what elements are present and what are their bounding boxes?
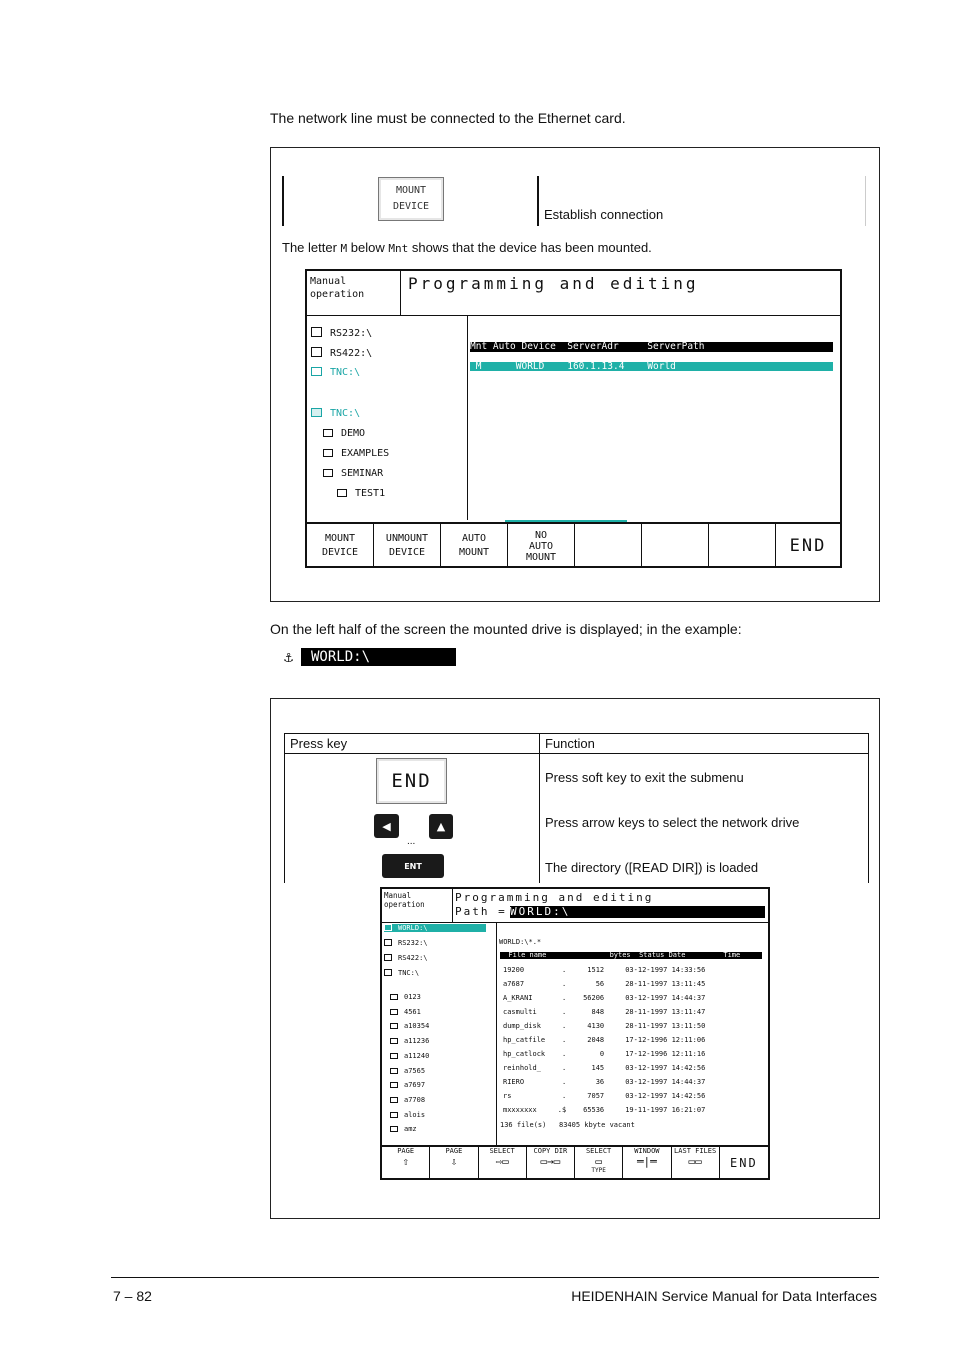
file-row[interactable]: reinhold_ . 145 03-12-1997 14:42:56 (503, 1064, 706, 1072)
arrow-up-key[interactable] (429, 814, 453, 839)
tnc-screen-2 (380, 887, 770, 1180)
file-row[interactable]: casmulti . 848 28-11-1997 13:11:47 (503, 1008, 706, 1016)
note-text: shows that the device has been mounted. (408, 240, 652, 255)
drive-item[interactable] (384, 954, 428, 962)
table-header: Mnt Auto Device ServerAdr ServerPath (470, 342, 833, 352)
function-text: Press soft key to exit the submenu (545, 770, 744, 785)
softkey-label: TYPE (591, 1167, 606, 1174)
mode-line: Manual (384, 891, 412, 900)
softkey-label: SELECT (489, 1147, 515, 1155)
drive-item-rs422[interactable] (311, 347, 372, 359)
softkey-label: MOUNT (395, 185, 427, 196)
filter-label: WORLD:\*.* (499, 938, 542, 946)
table-rule (539, 733, 540, 883)
file-row[interactable]: RIERO . 36 03-12-1997 14:44:37 (503, 1078, 706, 1086)
folder-label: 0123 (404, 993, 421, 1001)
drive-label: TNC:\ (330, 367, 361, 378)
table-row[interactable]: M WORLD 160.1.13.4 World (470, 362, 833, 371)
folder-icon (390, 1053, 398, 1059)
softkey-label: DEVICE (388, 547, 426, 558)
mount-device-softkey[interactable] (378, 177, 444, 221)
softkey-label: COPY DIR (533, 1147, 568, 1155)
page-down-icon: ⇩ (450, 1155, 458, 1168)
tree-root-label: TNC:\ (330, 408, 361, 419)
folder-icon (390, 1023, 398, 1029)
mode-line: operation (310, 289, 365, 300)
softkey-label: PAGE (445, 1147, 463, 1155)
softkey-label: AUTO (461, 533, 487, 544)
mode-box (307, 271, 401, 316)
folder-label: alois (404, 1110, 426, 1119)
title-bar (452, 889, 768, 923)
folder-icon (390, 1068, 398, 1074)
drive-label: WORLD:\ (301, 648, 456, 666)
computer-icon (311, 347, 322, 357)
folder-label: 4561 (404, 1007, 421, 1016)
divider (537, 176, 539, 226)
drive-item[interactable] (384, 969, 419, 977)
softkey-label: DEVICE (392, 201, 430, 212)
folder-icon (323, 449, 333, 457)
function-text: Press arrow keys to select the network drive (545, 815, 800, 830)
file-row[interactable]: a7687 . 56 28-11-1997 13:11:45 (503, 980, 706, 988)
folder-item[interactable] (390, 1081, 425, 1089)
folder-label: a7697 (404, 1081, 426, 1090)
drive-icon (311, 367, 322, 376)
divider (865, 176, 866, 226)
folder-icon (390, 1097, 398, 1103)
drive-label: RS232:\ (330, 328, 373, 339)
file-row[interactable]: mxxxxxxx .$ 65536 19-11-1997 16:21:07 (503, 1106, 706, 1114)
screen-title: Programming and editing (408, 274, 699, 293)
drive-label: RS422:\ (398, 954, 428, 962)
folder-item[interactable] (390, 1067, 425, 1075)
folder-icon (390, 1112, 398, 1118)
path-label: Path = (455, 905, 507, 918)
softkey-label: MOUNT (525, 551, 557, 563)
softkey-label: MOUNT (458, 547, 490, 558)
softkey-end[interactable] (720, 1147, 768, 1180)
folder-item[interactable] (323, 428, 365, 439)
folder-label: a10354 (404, 1022, 430, 1031)
folder-label: DEMO (341, 428, 366, 439)
folder-label: amz (404, 1125, 417, 1134)
folder-icon (390, 1038, 398, 1044)
softkey-label: DEVICE (321, 547, 359, 558)
drive-tree (307, 315, 468, 520)
disk-icon (311, 327, 322, 337)
mode-line: Manual (310, 276, 347, 287)
network-drive-icon (384, 924, 392, 931)
drive-icon (384, 969, 392, 976)
softkey-label: END (730, 1156, 758, 1170)
file-header: File name bytes Status Date Time (500, 952, 762, 959)
file-row[interactable]: dump_disk . 4130 28-11-1997 13:11:50 (503, 1022, 706, 1030)
folder-icon (323, 429, 333, 437)
file-row[interactable]: hp_catlock . 0 17-12-1996 12:11:16 (503, 1050, 706, 1058)
path-value: WORLD:\ (510, 906, 765, 918)
intro-text: The network line must be connected to the Ethernet card. (270, 110, 626, 126)
col-press-key: Press key (290, 736, 348, 751)
middle-text: On the left half of the screen the mounted drive is displayed; in the example: (270, 621, 742, 637)
summary: 136 file(s) 83405 kbyte vacant (500, 1121, 635, 1129)
folder-item[interactable] (390, 993, 421, 1001)
action-text: Establish connection (544, 207, 664, 222)
folder-label: a11240 (404, 1051, 430, 1060)
page-up-icon: ⇧ (402, 1155, 409, 1168)
tnc-screen (305, 269, 842, 568)
footer-title: HEIDENHAIN Service Manual for Data Interfaces (571, 1288, 877, 1304)
folder-item[interactable] (390, 1111, 425, 1119)
softkey-copy-dir[interactable] (527, 1147, 575, 1180)
folder-icon (390, 1126, 398, 1132)
drive-item[interactable] (384, 924, 486, 932)
title-bar (400, 271, 840, 316)
folder-label: TEST1 (355, 488, 386, 499)
drive-tree (382, 922, 497, 1145)
drive-item-tnc[interactable] (311, 367, 360, 378)
mode-box (382, 889, 453, 923)
softkey-label: END (789, 536, 827, 556)
folder-icon (390, 1082, 398, 1088)
col-function: Function (545, 736, 595, 751)
softkey-label: MOUNT (324, 533, 356, 544)
footer-rule (111, 1277, 879, 1278)
drive-label: WORLD:\ (398, 924, 428, 932)
softkey-label: SELECT (585, 1147, 612, 1155)
tree-root[interactable] (311, 408, 360, 419)
file-row[interactable]: A_KRANI . 56206 03-12-1997 14:44:37 (503, 994, 706, 1002)
folder-item[interactable] (323, 448, 389, 459)
drive-label: TNC:\ (398, 969, 420, 977)
folder-icon (390, 994, 398, 1000)
folder-item[interactable] (337, 488, 385, 499)
softkey-label: LAST FILES (674, 1147, 717, 1155)
note-text: below (347, 240, 389, 255)
note-code: M (340, 242, 348, 255)
page-number: 7 – 82 (113, 1288, 152, 1304)
softkey-unmount-device[interactable] (374, 524, 441, 568)
softkey-empty[interactable] (709, 524, 776, 568)
folder-label: EXAMPLES (341, 448, 390, 459)
folder-label: a11236 (404, 1037, 430, 1046)
open-folder-icon (311, 408, 322, 417)
drive-item[interactable] (384, 939, 428, 947)
folder-item[interactable] (390, 1008, 421, 1016)
divider (282, 176, 284, 226)
folder-item[interactable] (323, 468, 383, 479)
arrow-up-icon: ▲ (436, 820, 446, 833)
figure-1 (270, 147, 880, 602)
softkey-page[interactable] (382, 1147, 430, 1180)
mount-note (282, 240, 652, 255)
folder-label: a7708 (404, 1095, 426, 1104)
arrow-left-icon: ◀ (382, 819, 391, 833)
table-rule (284, 733, 285, 883)
folder-item[interactable] (390, 1052, 429, 1060)
folder-item[interactable] (390, 1022, 429, 1030)
folder-label: a7565 (404, 1066, 426, 1075)
folder-icon (390, 1009, 398, 1015)
screen-title: Programming and editing (455, 891, 654, 904)
ent-key[interactable]: ENT (382, 854, 444, 878)
note-code: Mnt (388, 242, 409, 255)
drive-item-rs232[interactable] (311, 327, 372, 339)
softkey-label: PAGE (397, 1147, 415, 1155)
file-row[interactable]: hp_catfile . 2048 17-12-1996 12:11:06 (503, 1036, 706, 1044)
softkey-label: NO (534, 529, 548, 541)
table-head-rule (284, 753, 869, 754)
end-softkey[interactable]: END (376, 758, 447, 804)
softkey-end[interactable] (776, 524, 840, 568)
softkey-page[interactable] (430, 1147, 478, 1180)
file-row[interactable]: 19200 . 1512 03-12-1997 14:33:56 (503, 966, 706, 974)
note-text: The letter (282, 240, 341, 255)
softkey-empty[interactable] (642, 524, 709, 568)
softkey-select[interactable] (479, 1147, 527, 1180)
window-icon: ═|═ (636, 1155, 657, 1168)
softkey-auto-mount[interactable] (441, 524, 508, 568)
mode-label (384, 891, 425, 909)
softkey-bar (382, 1145, 768, 1180)
network-drive-icon: ⚓ (284, 648, 294, 666)
table-top-rule (284, 733, 869, 734)
softkey-window[interactable] (623, 1147, 671, 1180)
folder-icon (337, 489, 347, 497)
drive-icon (384, 954, 392, 961)
drive-example (284, 648, 456, 666)
softkey-label: UNMOUNT (385, 533, 429, 544)
softkey-bar (307, 522, 840, 568)
softkey-empty[interactable] (575, 524, 642, 568)
table-rule (868, 733, 869, 883)
softkey-mount-device[interactable] (307, 524, 374, 568)
drive-label: RS422:\ (330, 348, 373, 359)
mode-line: operation (384, 900, 425, 909)
softkey-last-files[interactable] (672, 1147, 720, 1180)
folder-item[interactable] (390, 1037, 429, 1045)
arrow-left-key[interactable] (374, 814, 399, 838)
function-text: The directory ([READ DIR]) is loaded (545, 860, 759, 875)
copy-dir-icon: ▭→▭ (540, 1155, 561, 1168)
mode-label (310, 275, 364, 301)
select-icon: ⇨▭ (495, 1155, 509, 1168)
folder-item[interactable] (390, 1096, 425, 1104)
drive-icon (384, 939, 392, 946)
last-files-icon: ▭▭ (688, 1155, 702, 1168)
softkey-label: WINDOW (634, 1147, 660, 1155)
softkey-label: AUTO (528, 540, 554, 552)
ellipsis: ... (407, 836, 416, 847)
softkey-no-auto-mount[interactable] (508, 524, 575, 568)
file-row[interactable]: rs . 7057 03-12-1997 14:42:56 (503, 1092, 706, 1100)
folder-icon (323, 469, 333, 477)
folder-item[interactable] (390, 1125, 417, 1133)
figure-2 (270, 698, 880, 1219)
folder-label: SEMINAR (341, 468, 384, 479)
select-type-icon: ▭ (595, 1155, 602, 1168)
softkey-select[interactable] (575, 1147, 623, 1180)
drive-label: RS232:\ (398, 939, 428, 947)
